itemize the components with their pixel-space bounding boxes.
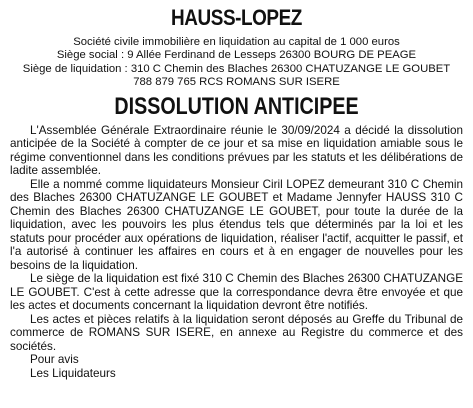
- paragraph-filing: Les actes et pièces relatifs à la liquidation seront déposés au Greffe du Tribunal de commerce de ROMANS SUR ISERE, en annexe au Registre du commerce et des sociétés.: [10, 312, 463, 353]
- company-legal-form: Société civile immobilière en liquidation au capital de 1 000 euros: [73, 36, 400, 48]
- closing-signature: Les Liquidateurs: [30, 366, 116, 380]
- paragraph-liquidation-seat: Le siège de la liquidation est fixé 310 C Chemin des Blaches 26300 CHATUZANGE LE GOUBET. C'est à cette adresse que la correspondance devra être envoyée et que les actes et documents concernant la liquidation devront être notifiés.: [10, 272, 463, 313]
- registered-office: Siège social : 9 Allée Ferdinand de Lesseps 26300 BOURG DE PEAGE: [56, 49, 417, 62]
- paragraph-dissolution: L'Assemblée Générale Extraordinaire réunie le 30/09/2024 a décidé la dissolution anticipée de la Société à compter de ce jour et sa mise en liquidation amiable sous le régime conventionnel dans les conditions prévues par les statuts et les délibérations de ladite assemblée.: [10, 123, 463, 178]
- paragraph-liquidators: Elle a nommé comme liquidateurs Monsieur Ciril LOPEZ demeurant 310 C Chemin des Blaches 26300 CHATUZANGE LE GOUBET et Madame Jennyfer HAUSS 310 C Chemin des Blaches 26300 CHATUZANGE LE GOUBET, pour toute la durée de la liquidation, avec les pouvoirs les plus étendus tels que déterminés par la loi et les statuts pour procéder aux opérations de liquidation, réaliser l'actif, acquitter le passif, et l'a autorisé à continuer les affaires en cours et à en engager de nouvelles pour les besoins de la liquidation.: [10, 177, 463, 272]
- company-details: [10, 36, 463, 90]
- notice-title: DISSOLUTION ANTICIPEE: [114, 92, 359, 120]
- closing-for-notice: Pour avis: [30, 353, 79, 367]
- company-name: HAUSS-LOPEZ: [171, 5, 302, 30]
- rcs-number: 788 879 765 RCS ROMANS SUR ISERE: [133, 76, 340, 89]
- notice-body: [10, 124, 463, 381]
- liquidation-office: Siège de liquidation : 310 C Chemin des Blaches 26300 CHATUZANGE LE GOUBET: [22, 62, 451, 75]
